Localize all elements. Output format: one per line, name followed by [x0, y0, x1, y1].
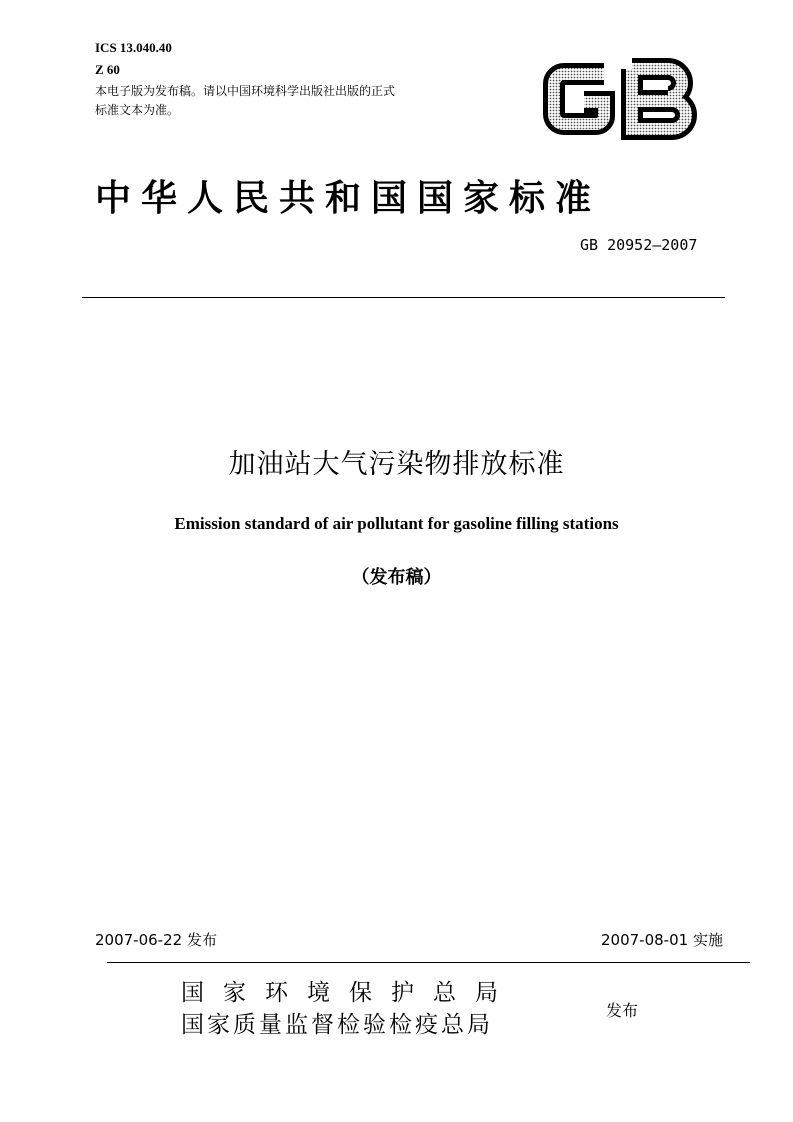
authority-environment: 国家环境保护总局 [181, 980, 517, 1006]
publish-label: 发布 [606, 1001, 639, 1020]
national-standard-heading: 中华人民共和国国家标准 [95, 178, 602, 219]
authority-quality: 国家质量监督检验检疫总局 [181, 1012, 493, 1038]
release-note: 本电子版为发布稿。请以中国环境科学出版社出版的正式标准文本为准。 [95, 84, 396, 117]
top-divider [82, 297, 725, 298]
issue-date: 2007-06-22 发布 [95, 931, 217, 949]
classification-code: Z 60 [95, 62, 120, 77]
implementation-date: 2007-08-01 实施 [601, 931, 723, 949]
bottom-divider [107, 962, 750, 963]
ics-code: ICS 13.040.40 [95, 40, 172, 55]
draft-label: （发布稿） [351, 567, 442, 588]
title-chinese: 加油站大气污染物排放标准 [228, 449, 565, 480]
standard-number: GB 20952—2007 [580, 236, 698, 254]
title-english: Emission standard of air pollutant for gasoline filling stations [174, 514, 619, 533]
gb-logo-icon [540, 58, 698, 140]
